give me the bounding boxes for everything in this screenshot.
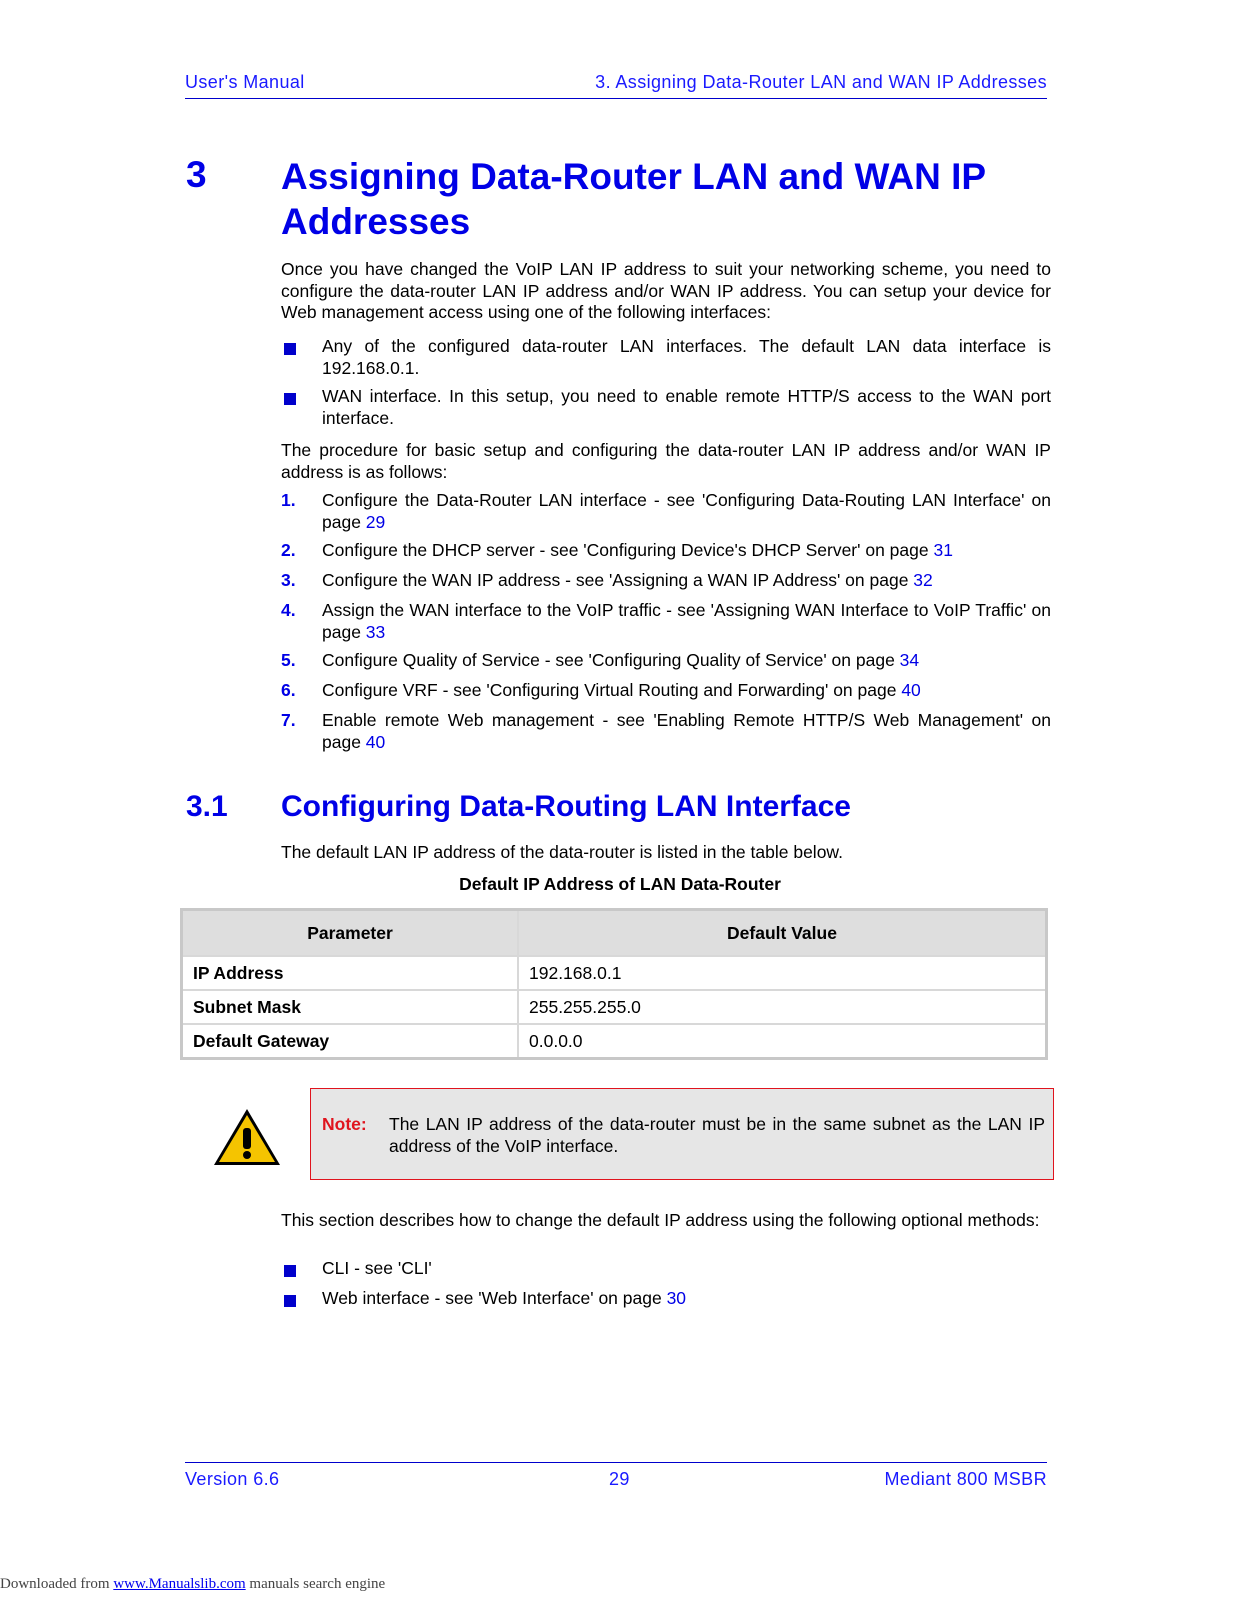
manualslib-link[interactable]: www.Manualslib.com [113, 1576, 246, 1592]
column-header: Default Value [518, 910, 1047, 957]
value-cell: 192.168.0.1 [518, 956, 1047, 990]
footer-product: Mediant 800 MSBR [884, 1469, 1047, 1489]
note-text: The LAN IP address of the data-router must be in the same subnet as the LAN IP address of the VoIP interface. [389, 1114, 1045, 1156]
step-label: Configure Quality of Service - see 'Configuring Quality of Service' on page [322, 650, 900, 670]
step-label: Configure the DHCP server - see 'Configuring Device's DHCP Server' on page [322, 540, 934, 560]
bullet-item [322, 1288, 1051, 1310]
table-row [182, 1024, 1047, 1059]
section-number: 3.1 [186, 790, 228, 823]
step-label: Assign the WAN interface to the VoIP traffic - see 'Assigning WAN Interface to VoIP Traffic' on page [322, 600, 1051, 642]
footer-page-number: 29 [609, 1469, 630, 1489]
table-caption: Default IP Address of LAN Data-Router [459, 874, 781, 894]
chapter-number: 3 [186, 154, 207, 195]
header-left: User's Manual [185, 72, 305, 92]
footer-version: Version 6.6 [185, 1469, 280, 1489]
page-footer [185, 1462, 1047, 1491]
methods-intro: This section describes how to change the default IP address using the following optional methods: [281, 1210, 1040, 1230]
section-title: Configuring Data-Routing LAN Interface [281, 790, 851, 823]
intro-paragraph: Once you have changed the VoIP LAN IP address to suit your networking scheme, you need to configure the data-router LAN IP address and/or WAN IP address. You can setup your device for Web management access using one of the following interfaces: [281, 259, 1051, 322]
column-header: Parameter [182, 910, 519, 957]
step-text [322, 490, 1051, 533]
table-row [182, 956, 1047, 990]
procedure-intro: The procedure for basic setup and configuring the data-router LAN IP address and/or WAN IP address is as follows: [281, 440, 1051, 482]
step-number: 4. [281, 600, 296, 620]
note-label: Note: [322, 1114, 367, 1134]
warning-icon [212, 1106, 282, 1168]
bullet-icon [284, 343, 296, 355]
bullet-label: CLI - see 'CLI' [322, 1258, 432, 1278]
step-text [322, 600, 1051, 643]
step-label: Configure the WAN IP address - see 'Assigning a WAN IP Address' on page [322, 570, 914, 590]
value-cell: 0.0.0.0 [518, 1024, 1047, 1059]
page-link[interactable]: 34 [899, 650, 920, 670]
bullet-label: Web interface - see 'Web Interface' on page [322, 1288, 667, 1308]
step-number: 2. [281, 540, 296, 560]
step-number: 7. [281, 710, 296, 730]
table-row [182, 990, 1047, 1024]
page-link[interactable]: 40 [365, 731, 386, 752]
step-text [322, 680, 1051, 702]
default-ip-table [180, 908, 1048, 1060]
step-label: Enable remote Web management - see 'Enabling Remote HTTP/S Web Management' on page [322, 710, 1051, 752]
step-label: Configure the Data-Router LAN interface - see 'Configuring Data-Routing LAN Interface' on page [322, 490, 1051, 532]
step-text [322, 710, 1051, 753]
page-link[interactable]: 31 [933, 540, 953, 560]
step-text [322, 570, 1051, 592]
page-link[interactable]: 29 [365, 511, 386, 532]
header-right: 3. Assigning Data-Router LAN and WAN IP Addresses [595, 72, 1047, 92]
page-link[interactable]: 32 [913, 570, 933, 590]
parameter-cell: Subnet Mask [182, 990, 519, 1024]
chapter-title: Assigning Data-Router LAN and WAN IP Addresses [281, 156, 986, 242]
bullet-item [322, 1258, 1051, 1280]
table-header-row [182, 910, 1047, 957]
step-number: 3. [281, 570, 296, 590]
step-text [322, 540, 1051, 562]
bullet-icon [284, 1295, 296, 1307]
step-number: 1. [281, 490, 296, 510]
bullet-item: Any of the configured data-router LAN interfaces. The default LAN data interface is 192.168.0.1. [322, 336, 1051, 378]
section-intro: The default LAN IP address of the data-router is listed in the table below. [281, 842, 843, 862]
page-link[interactable]: 40 [901, 680, 921, 700]
step-text [322, 650, 1051, 672]
step-label: Configure VRF - see 'Configuring Virtual Routing and Forwarding' on page [322, 680, 902, 700]
download-notice [0, 1576, 385, 1593]
value-cell: 255.255.255.0 [518, 990, 1047, 1024]
parameter-cell: IP Address [182, 956, 519, 990]
download-suffix: manuals search engine [245, 1576, 386, 1592]
page-header [185, 72, 1047, 99]
bullet-icon [284, 1265, 296, 1277]
bullet-icon [284, 393, 296, 405]
page-link[interactable]: 30 [666, 1288, 687, 1308]
parameter-cell: Default Gateway [182, 1024, 519, 1059]
step-number: 5. [281, 650, 296, 670]
step-number: 6. [281, 680, 296, 700]
page-link[interactable]: 33 [365, 621, 386, 642]
bullet-item: WAN interface. In this setup, you need to enable remote HTTP/S access to the WAN port interface. [322, 386, 1051, 428]
download-prefix: Downloaded from [0, 1576, 114, 1592]
